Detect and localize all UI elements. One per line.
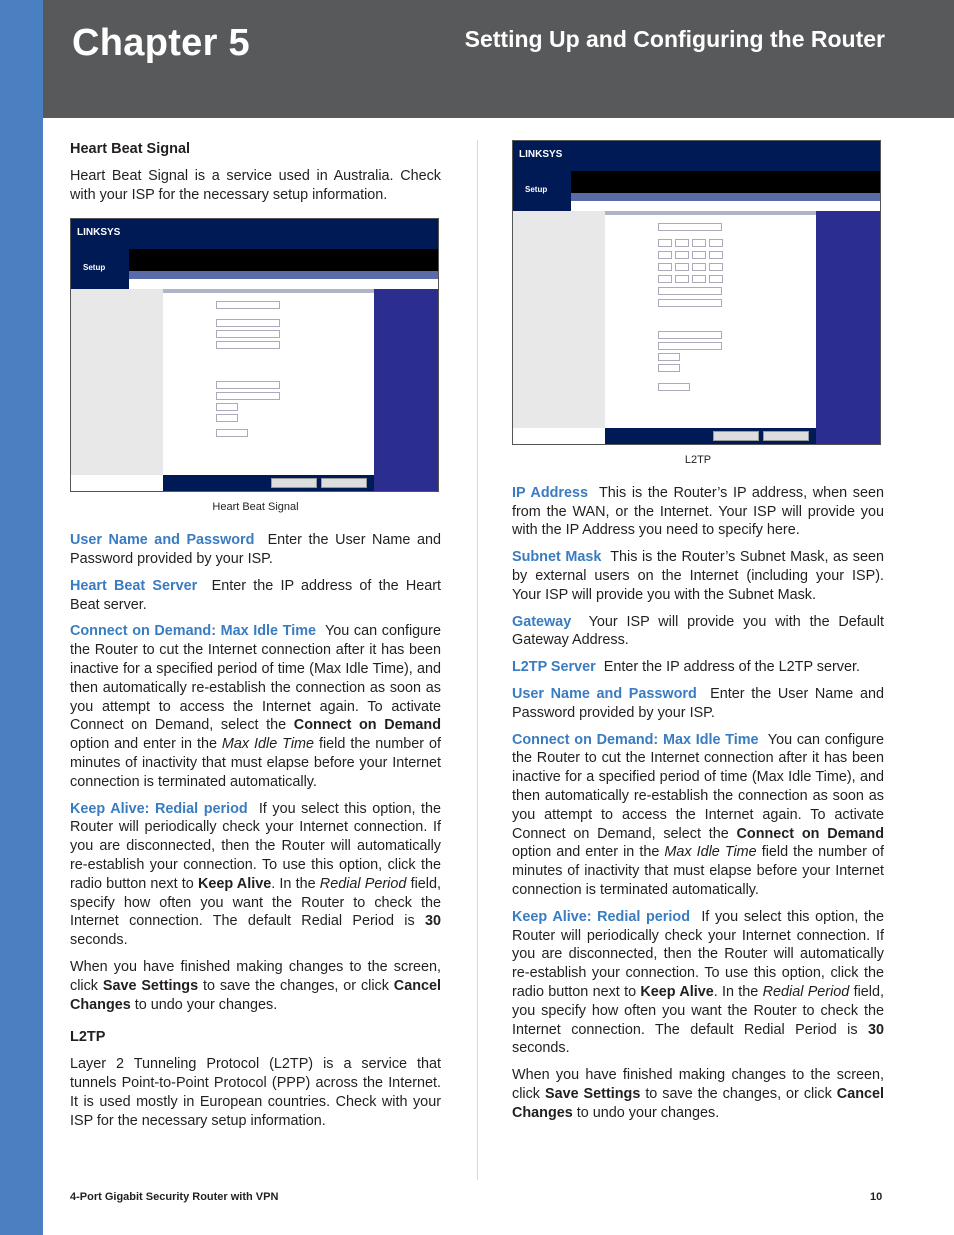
term-connect-on-demand: Connect on Demand: Max Idle Time [70,623,316,640]
heading-heart-beat: Heart Beat Signal [70,141,191,157]
para-heart-beat-server: Heart Beat Server Enter the IP address of the Heart Beat server. [70,577,442,613]
left-column [70,140,441,1138]
figure-caption-heart-beat: Heart Beat Signal [212,501,299,514]
para-keep-alive-2: Keep Alive: Redial period If you select this option, the Router will periodically check your Internet connection. If you are disconnected, then the Router will automatically re-establish your connection. To use this option, click the radio button next to Keep Alive. In the Redial Period field, you specify how often you want the Router to check the Internet connection. The default Redial Period is 30 seconds. [512,908,885,1057]
heading-l2tp: L2TP [70,1029,106,1046]
para-connect-on-demand: Connect on Demand: Max Idle Time You can configure the Router to cut the Internet connection after it has been inactive for a specified period of time (Max Idle Time), and then automatically re-establish the connection as soon as you attempt to access the Internet again. To activate Connect on Demand, select the Connect on Demand option and enter in the Max Idle Time field the number of minutes of inactivity that must elapse before your Internet connection is terminated automatically. [70,623,441,790]
figure-caption-l2tp: L2TP [684,454,712,466]
left-accent-bar [0,0,43,1235]
linksys-logo: LINKSYS [77,227,121,239]
term-connect-on-demand-2: Connect on Demand: Max Idle Time [512,731,759,748]
term-user-name: User Name and Password [70,532,255,549]
section-title: Setting Up and Configuring the Router [464,26,885,52]
term-l2tp-server: L2TP Server [512,659,596,676]
term-ip-address: IP Address [512,484,589,501]
column-divider [477,140,478,1180]
para-connect-on-demand-2: Connect on Demand: Max Idle Time You can configure the Router to cut the Internet connection after it has been inactive for a specified period of time (Max Idle Time), and then automatically re-establish the connection as soon as you attempt to access the Internet again. To activate Connect on Demand, select the Connect on Demand option and enter in the Max Idle Time field the number of minutes of inactivity that must elapse before your Internet connection is terminated automatically. [512,731,885,898]
chapter-title: Chapter 5 [72,22,250,64]
setup-label-2: Setup [525,185,548,194]
para-ip-address: IP Address This is the Router’s IP address, when seen from the WAN, or the Internet. Your ISP will provide you with the IP Address you need to specify here. [512,484,884,539]
term-subnet-mask: Subnet Mask [512,549,602,566]
para-finish-2: When you have finished making changes to the screen, click Save Settings to save the changes, or click Cancel Changes to undo your changes. [512,1067,884,1121]
para-subnet-mask: Subnet Mask This is the Router’s Subnet Mask, as seen by external users on the Internet (including your ISP). Your ISP will provide you with the Subnet Mask. [512,549,884,603]
para-l2tp-server: L2TP Server Enter the IP address of the L2TP server. [512,659,860,676]
term-heart-beat-server: Heart Beat Server [70,577,198,594]
heart-beat-intro: Heart Beat Signal is a service used in Australia. Check with your ISP for the necessary setup information. [70,167,441,203]
term-gateway: Gateway [512,613,572,630]
setup-label: Setup [83,263,106,273]
para-user-name-2: User Name and Password Enter the User Name and Password provided by your ISP. [512,685,884,721]
term-keep-alive: Keep Alive: Redial period [70,800,248,817]
para-user-name: User Name and Password Enter the User Name and Password provided by your ISP. [70,532,441,567]
l2tp-intro: Layer 2 Tunneling Protocol (L2TP) is a service that tunnels Point-to-Point Protocol (PPP) across the Internet. It is used mostly in European countries. Check with your ISP for the necessary setup information. [70,1056,441,1129]
heart-beat-screenshot [70,218,439,492]
para-finish: When you have finished making changes to the screen, click Save Settings to save the changes, or click Cancel Changes to undo your changes. [70,958,441,1013]
term-user-name-2: User Name and Password [512,685,697,702]
right-column [512,140,884,1131]
linksys-logo-2: LINKSYS [519,149,563,160]
para-keep-alive: Keep Alive: Redial period If you select this option, the Router will periodically check your Internet connection. If you are disconnected, then the Router will automatically re-establish your connection. To use this option, click the radio button next to Keep Alive. In the Redial Period field, specify how often you want the Router to check the Internet connection. The default Redial Period is 30 seconds. [70,800,442,949]
term-keep-alive-2: Keep Alive: Redial period [512,908,690,925]
l2tp-screenshot [512,140,881,445]
footer-product: 4-Port Gigabit Security Router with VPN [70,1191,279,1203]
page-number: 10 [870,1191,883,1203]
para-gateway: Gateway Your ISP will provide you with the Default Gateway Address. [512,613,884,649]
